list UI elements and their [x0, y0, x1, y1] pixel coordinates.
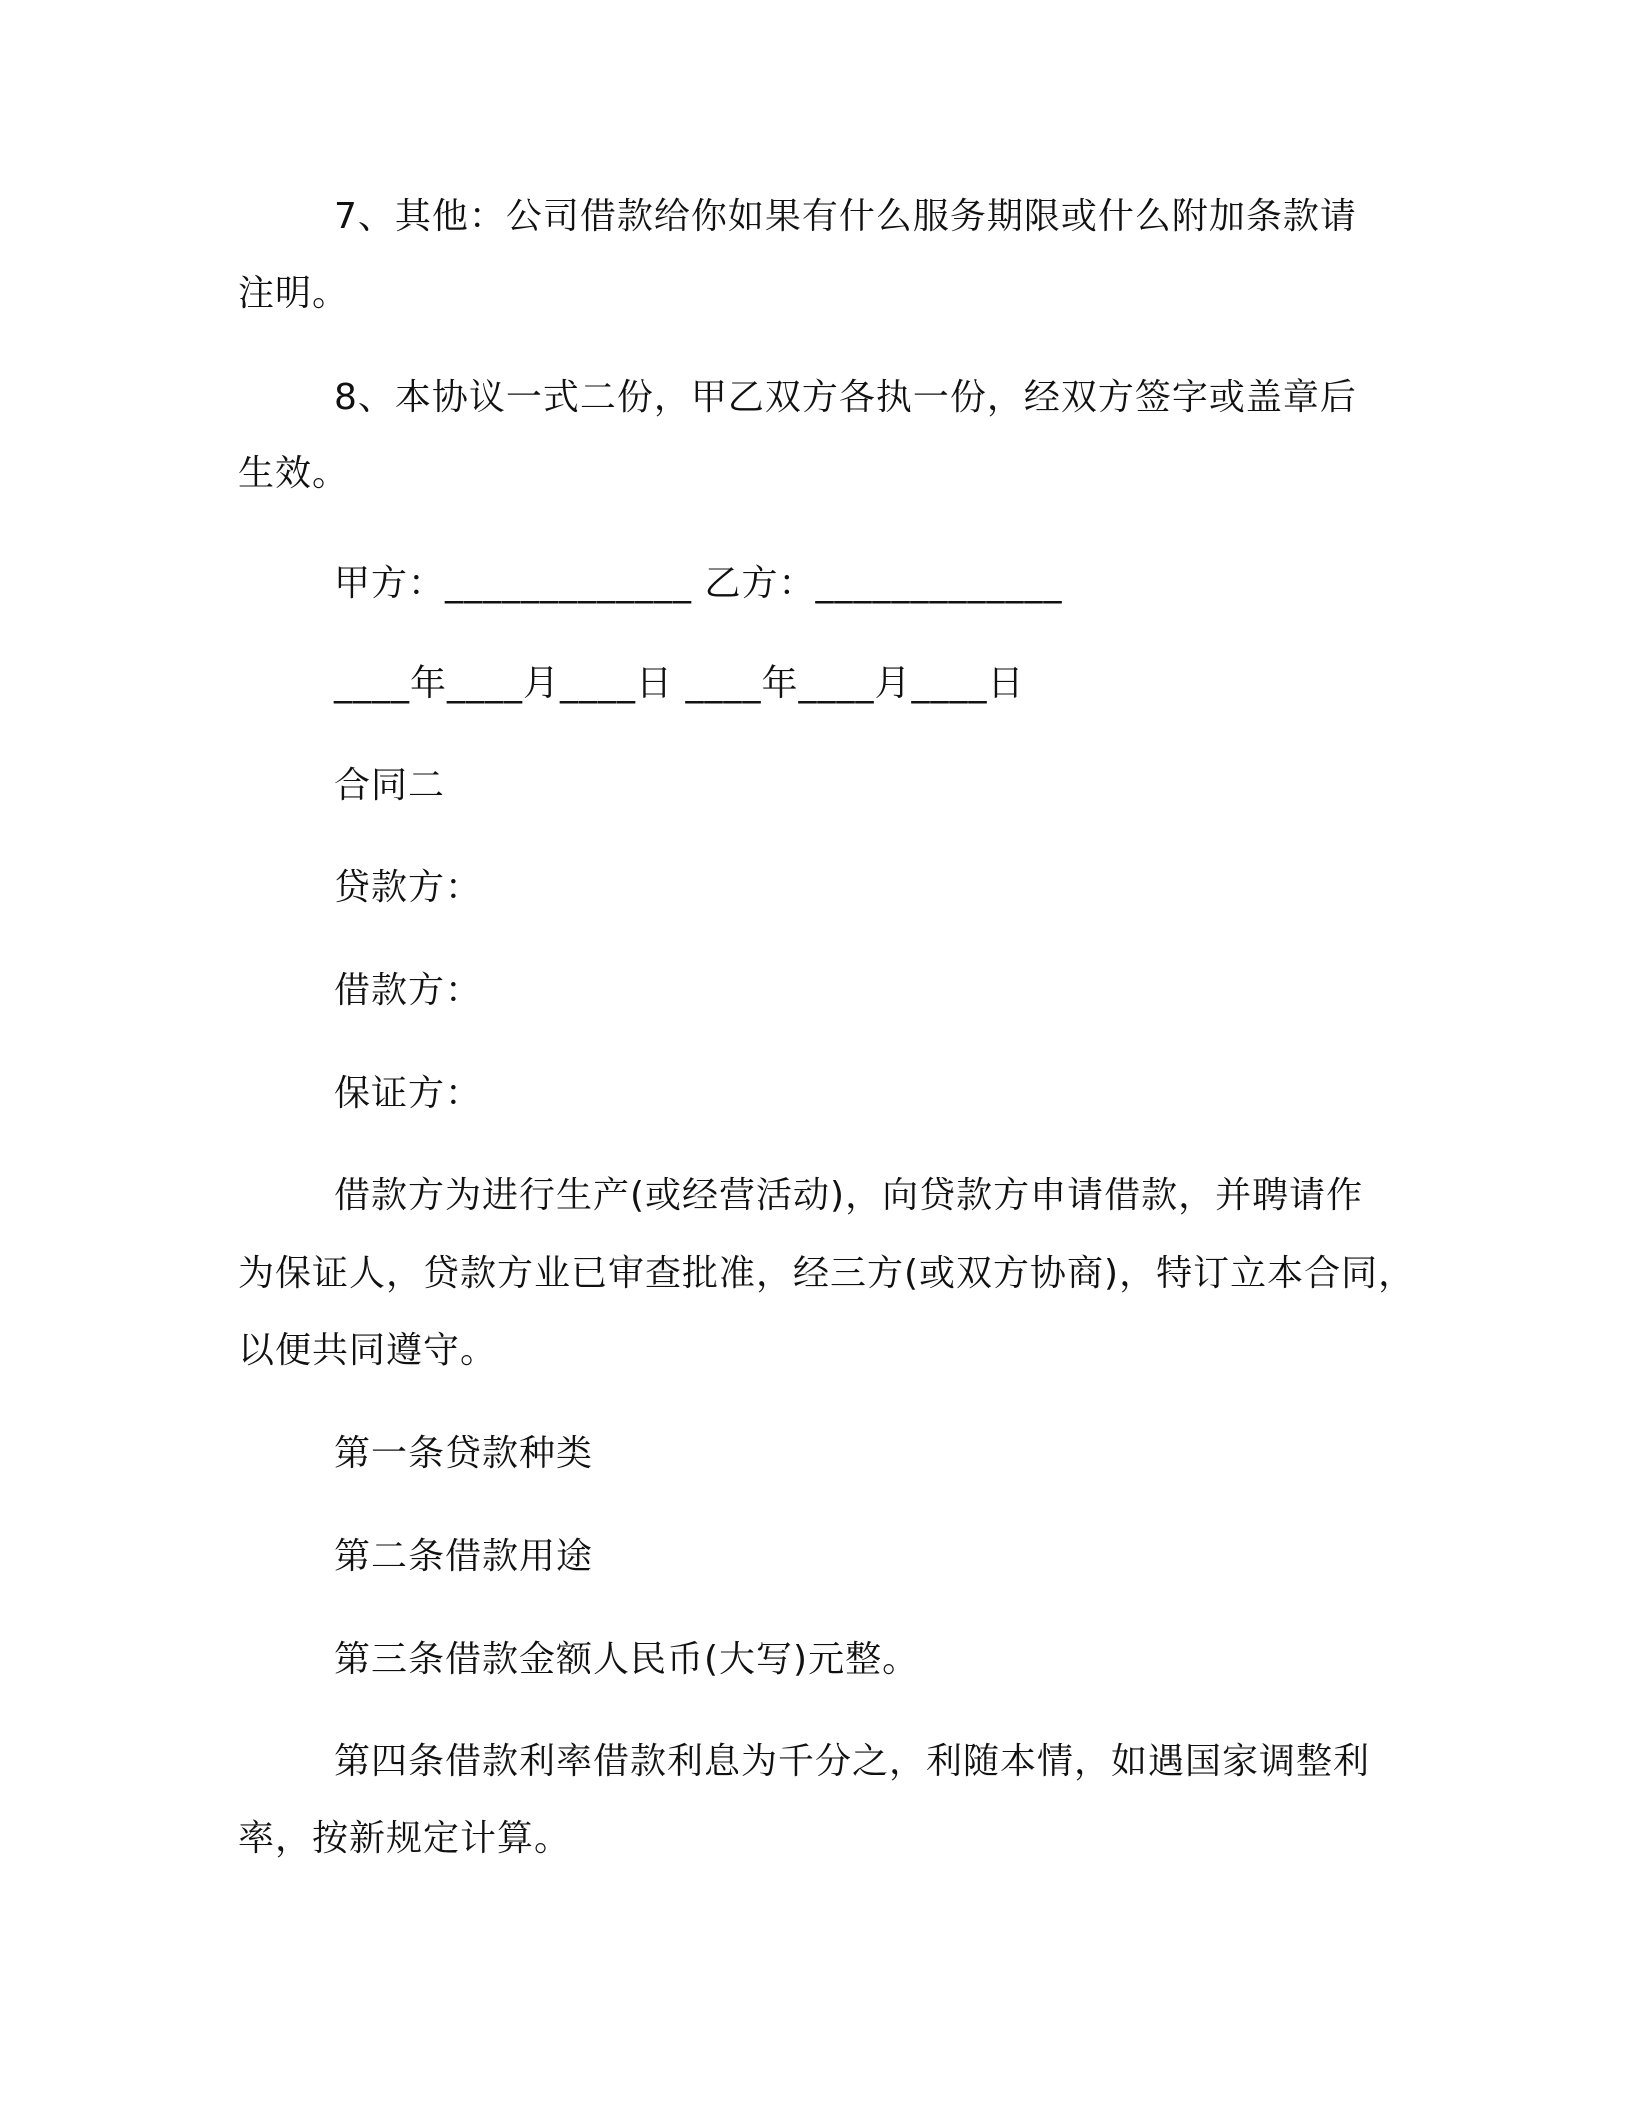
- clause-7-line-1: 7、其他：公司借款给你如果有什么服务期限或什么附加条款请: [334, 196, 1357, 237]
- contract-2-title: 合同二: [334, 765, 446, 806]
- borrower-label: 借款方：: [334, 970, 483, 1011]
- article-4-line-2: 率，按新规定计算。: [238, 1818, 572, 1859]
- article-3: 第三条借款金额人民币(大写)元整。: [334, 1639, 920, 1680]
- preamble-line-1: 借款方为进行生产(或经营活动)，向贷款方申请借款，并聘请作: [334, 1175, 1364, 1216]
- guarantor-label: 保证方：: [334, 1073, 483, 1114]
- date-line: ____年____月____日 ____年____月____日: [334, 663, 1025, 704]
- lender-label: 贷款方：: [334, 867, 483, 908]
- clause-7-line-2: 注明。: [238, 273, 350, 314]
- preamble-line-3: 以便共同遵守。: [238, 1330, 498, 1371]
- article-1: 第一条贷款种类: [334, 1433, 594, 1474]
- article-4-line-1: 第四条借款利率借款利息为千分之，利随本情，如遇国家调整利: [334, 1741, 1371, 1782]
- preamble-line-2: 为保证人，贷款方业已审查批准，经三方(或双方协商)，特订立本合同，: [238, 1253, 1416, 1294]
- clause-8-line-2: 生效。: [238, 453, 350, 494]
- signature-line: 甲方：_____________ 乙方：_____________: [334, 563, 1063, 604]
- article-2: 第二条借款用途: [334, 1536, 594, 1577]
- clause-8-line-1: 8、本协议一式二份，甲乙双方各执一份，经双方签字或盖章后: [334, 377, 1357, 418]
